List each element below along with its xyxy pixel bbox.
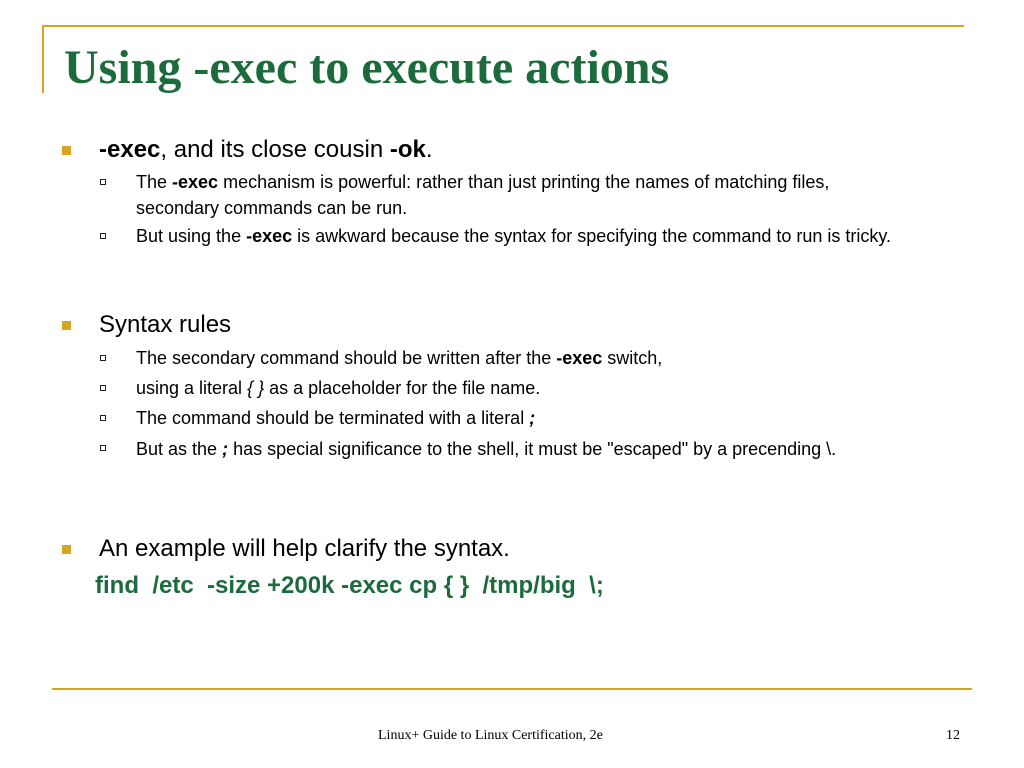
sub-bullet-text	[136, 435, 896, 464]
hollow-square-bullet-icon	[100, 415, 106, 421]
slide-title: Using -exec to execute actions	[64, 41, 670, 94]
bold-term: -exec	[99, 136, 161, 163]
hollow-square-bullet-icon	[100, 179, 106, 185]
footer-title: Linux+ Guide to Linux Certification, 2e	[378, 728, 603, 743]
text-part: mechanism is powerful: rather than just printing the names of matching files, secondary commands can be run.	[136, 172, 830, 218]
square-bullet-icon	[62, 545, 71, 554]
text-part: But using the	[136, 226, 247, 246]
bold-term: -exec	[172, 172, 219, 192]
bullet-text	[99, 135, 433, 165]
hollow-square-bullet-icon	[100, 233, 106, 239]
hollow-square-bullet-icon	[100, 385, 106, 391]
hollow-square-bullet-icon	[100, 445, 106, 451]
sub-bullet-text	[136, 223, 896, 249]
text-part: But as the	[136, 439, 223, 459]
square-bullet-icon	[62, 146, 71, 155]
bullet-text: Syntax rules	[99, 311, 232, 338]
text-part: as a placeholder for the file name.	[264, 378, 541, 398]
italic-literal: ;	[222, 439, 229, 459]
bullet-text-part: , and its close cousin	[160, 136, 390, 163]
text-part: has special significance to the shell, it must be "escaped" by a precending \.	[228, 439, 837, 459]
page-number: 12	[946, 728, 960, 743]
sub-bullet-text	[136, 345, 896, 371]
italic-literal: ;	[529, 408, 536, 428]
bullet-text-part: .	[425, 136, 433, 163]
bullet-text: An example will help clarify the syntax.	[99, 535, 510, 562]
bold-term: -ok	[389, 136, 426, 163]
sub-bullet-text	[136, 375, 896, 401]
text-part: using a literal	[136, 378, 248, 398]
text-part: The	[136, 172, 173, 192]
italic-literal: { }	[247, 378, 265, 398]
bold-term: -exec	[246, 226, 293, 246]
frame-left-rule	[42, 25, 44, 93]
footer-rule	[52, 688, 972, 690]
text-part: switch,	[602, 348, 663, 368]
hollow-square-bullet-icon	[100, 355, 106, 361]
bold-term: -exec	[556, 348, 603, 368]
text-part: The command should be terminated with a literal	[136, 408, 530, 428]
text-part: is awkward because the syntax for specifying the command to run is tricky.	[292, 226, 892, 246]
square-bullet-icon	[62, 321, 71, 330]
sub-bullet-text	[136, 169, 896, 221]
frame-top-rule	[42, 25, 964, 27]
text-part: The secondary command should be written after the	[136, 348, 557, 368]
sub-bullet-text	[136, 405, 896, 431]
example-command: find /etc -size +200k -exec cp { } /tmp/big \;	[95, 572, 604, 599]
